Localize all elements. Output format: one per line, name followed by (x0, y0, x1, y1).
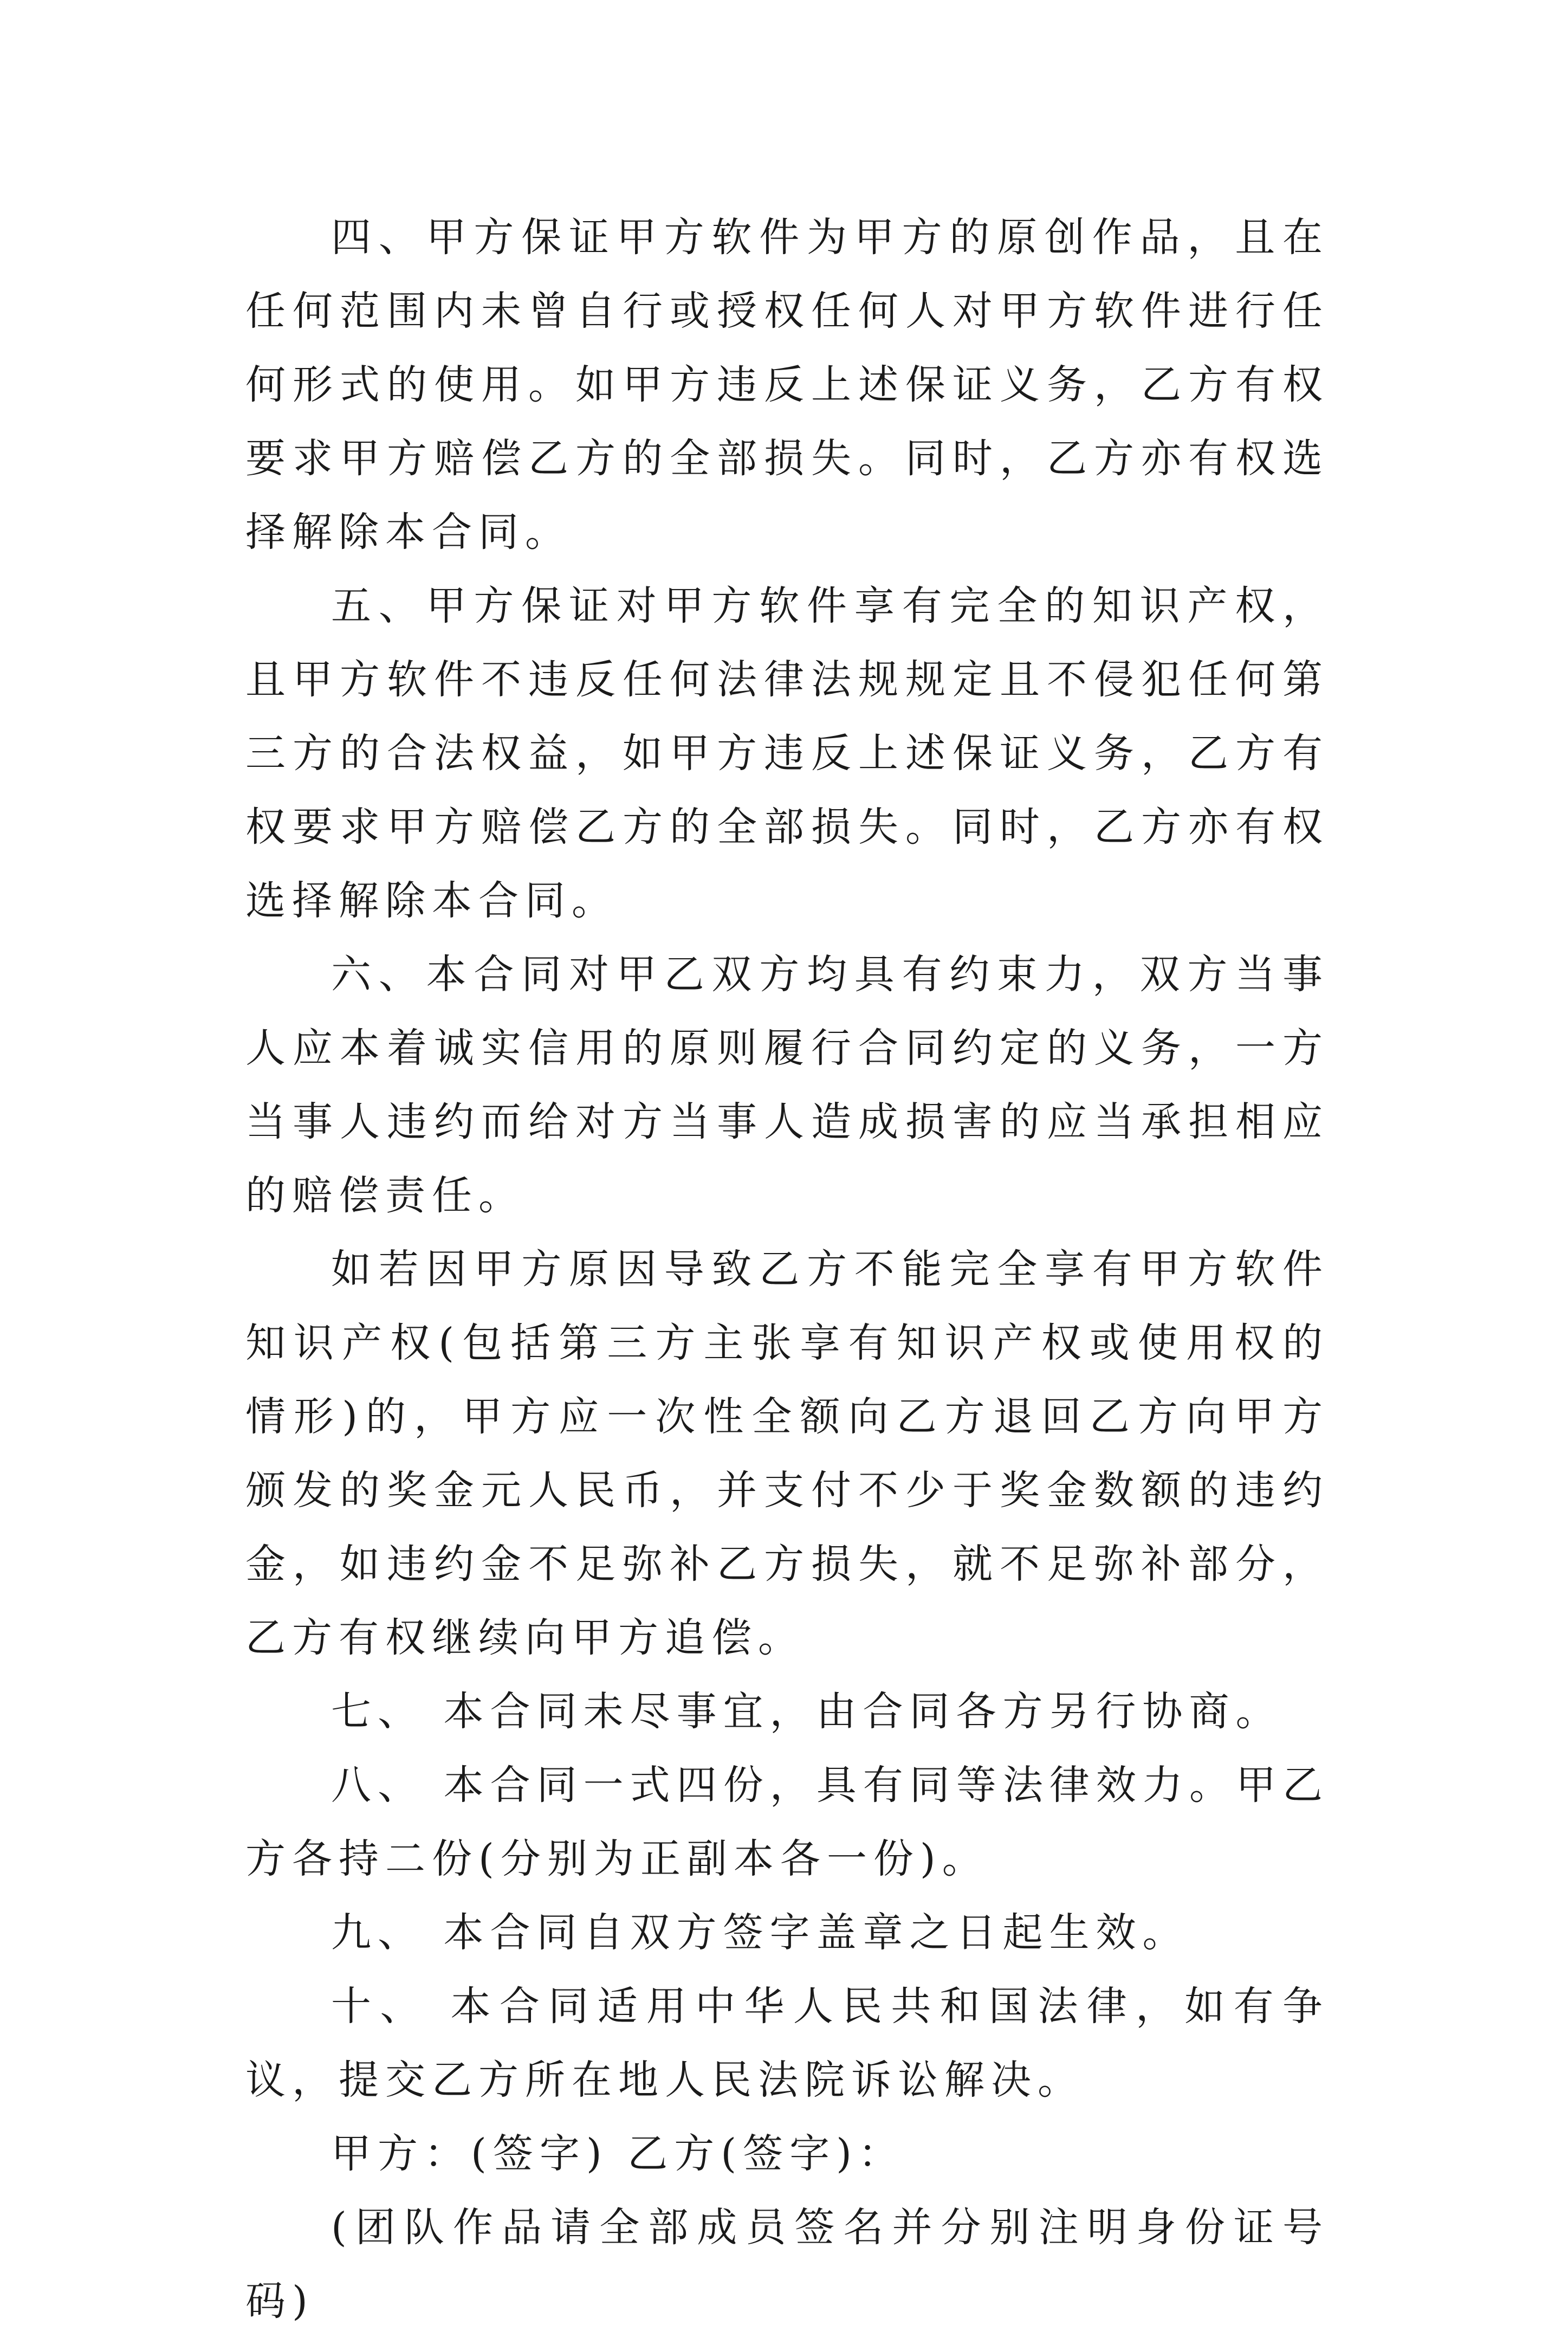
clause-6: 六、本合同对甲乙双方均具有约束力，双方当事人应本着诚实信用的原则履行合同约定的义务，一方当事人违约而给对方当事人造成损害的应当承担相应的赔偿责任。 (245, 951, 1329, 1219)
clause-7: 七、 本合同未尽事宜，由合同各方另行协商。 (331, 1688, 1282, 1735)
clause-8: 八、 本合同一式四份，具有同等法律效力。甲乙方各持二份(分别为正副本各一份)。 (245, 1762, 1329, 1882)
clause-4: 四、甲方保证甲方软件为甲方的原创作品，且在任何范围内未曾自行或授权任何人对甲方软件进行任何形式的使用。如甲方违反上述保证义务，乙方有权要求甲方赔偿乙方的全部损失。同时，乙方亦有权选择解除本合同。 (245, 214, 1329, 556)
clause-9: 九、 本合同自双方签字盖章之日起生效。 (331, 1909, 1189, 1956)
clause-10: 十、 本合同适用中华人民共和国法律，如有争议，提交乙方所在地人民法院诉讼解决。 (245, 1983, 1329, 2103)
clause-6-liability: 如若因甲方原因导致乙方不能完全享有甲方软件知识产权(包括第三方主张享有知识产权或使用权的情形)的，甲方应一次性全额向乙方退回乙方向甲方颁发的奖金元人民币，并支付不少于奖金数额的违约金，如违约金不足弥补乙方损失，就不足弥补部分，乙方有权继续向甲方追偿。 (245, 1246, 1329, 1661)
team-signature-note: (团队作品请全部成员签名并分别注明身份证号码) (245, 2204, 1329, 2324)
clause-5: 五、甲方保证对甲方软件享有完全的知识产权，且甲方软件不违反任何法律法规规定且不侵犯任何第三方的合法权益，如甲方违反上述保证义务，乙方有权要求甲方赔偿乙方的全部损失。同时，乙方亦有权选择解除本合同。 (245, 583, 1329, 924)
signature-line: 甲方：(签字) 乙方(签字)： (331, 2130, 905, 2177)
document-page (245, 201, 1329, 2338)
